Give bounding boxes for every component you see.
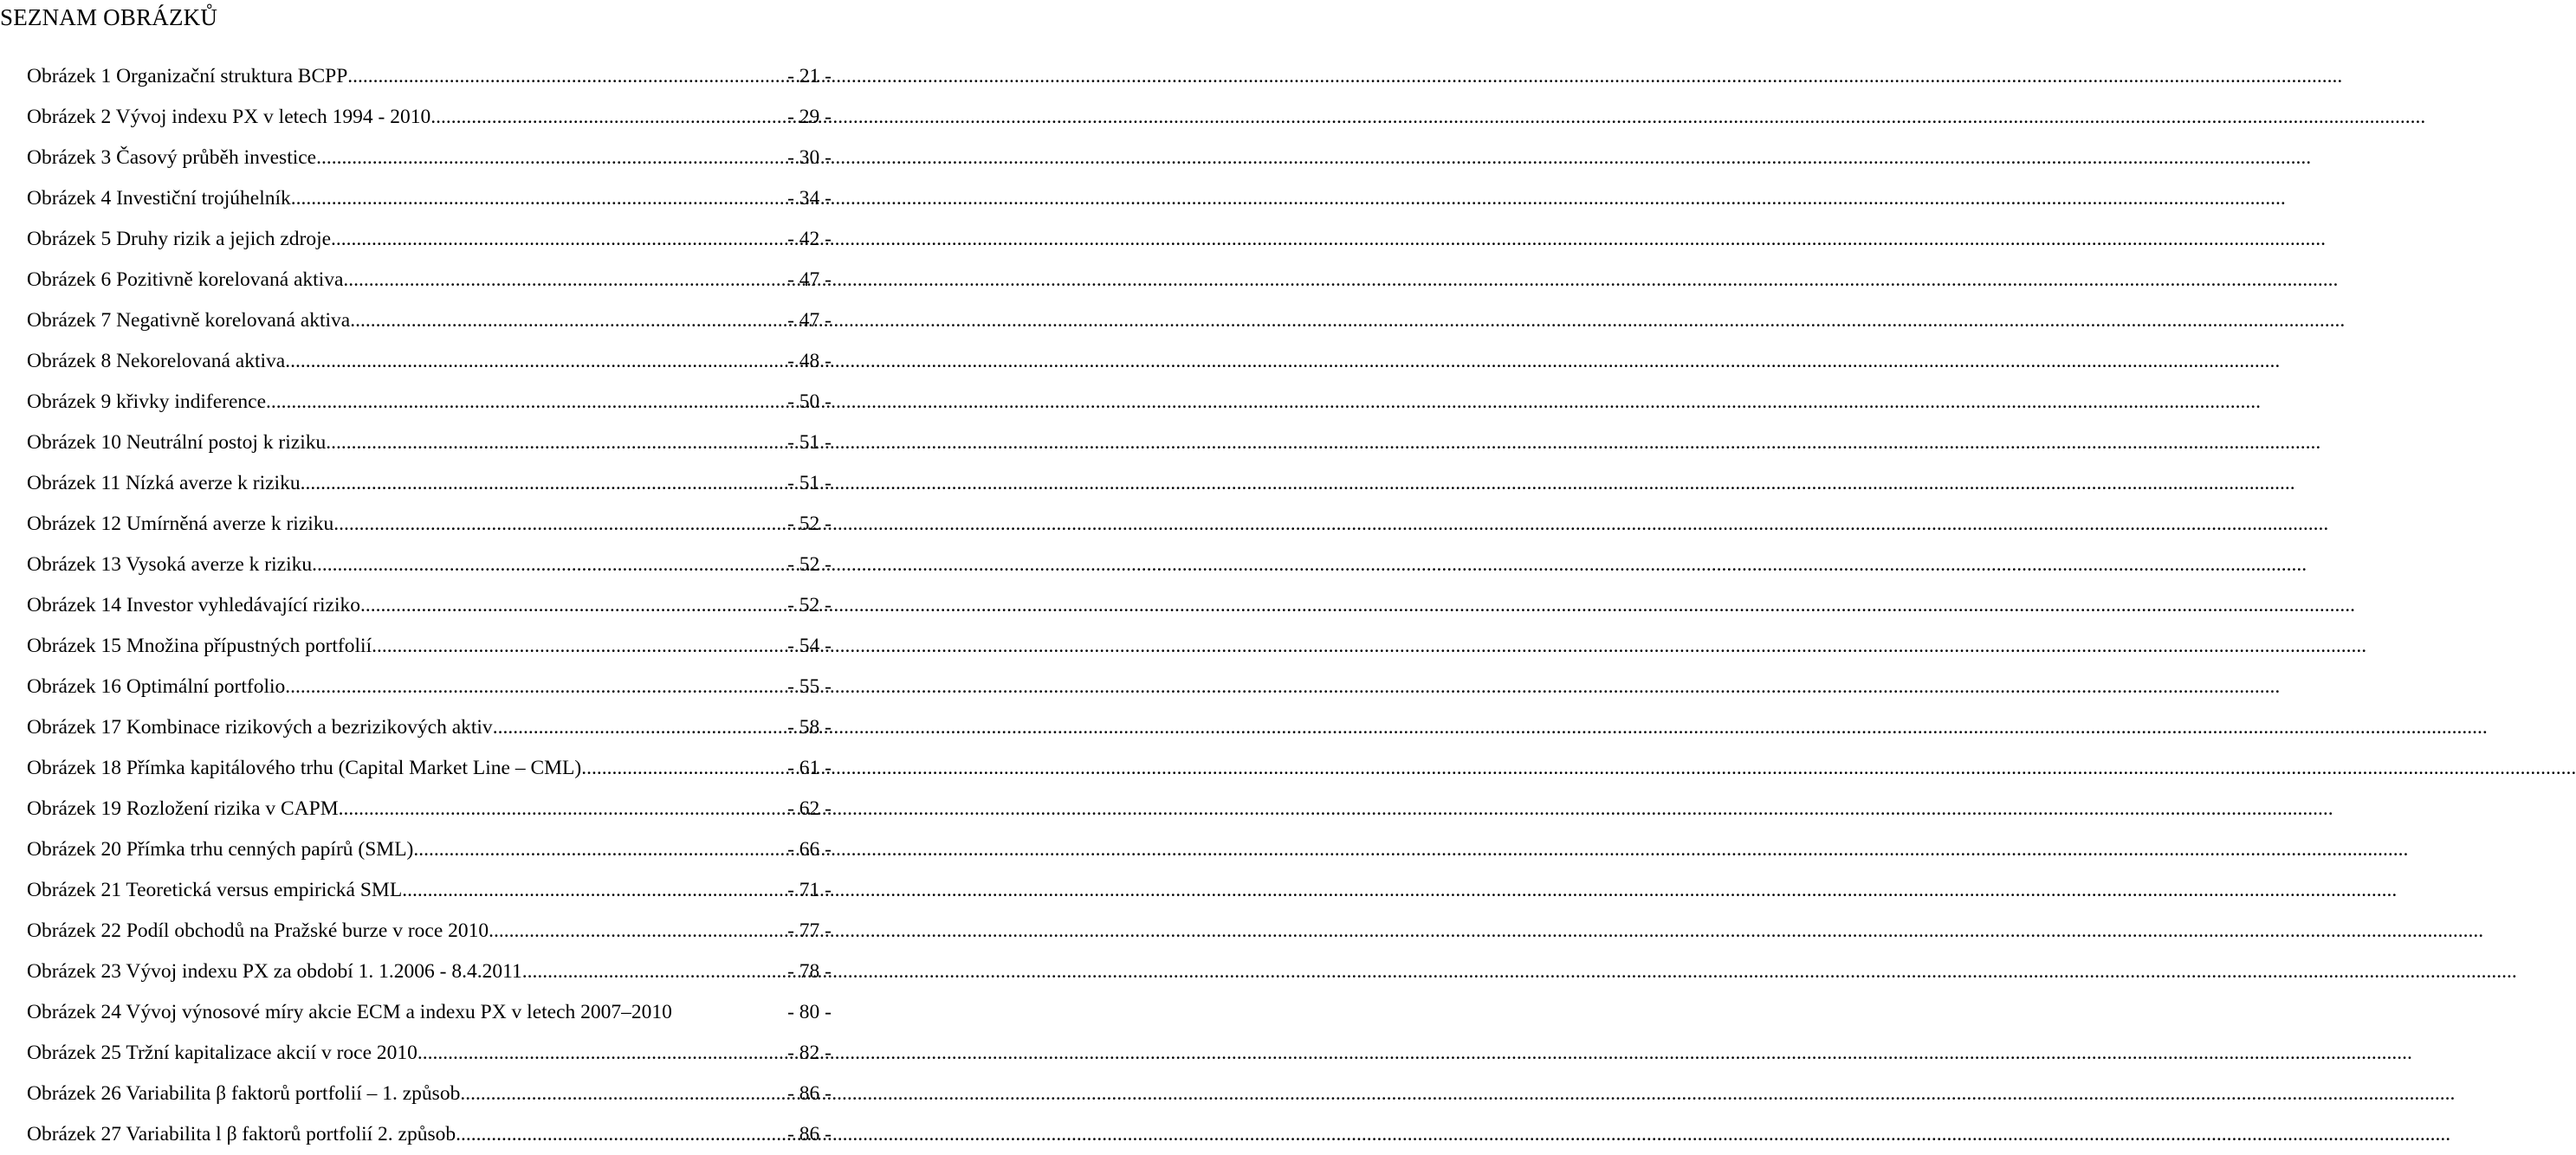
toc-entry-leader — [493, 707, 787, 748]
toc-entry[interactable] — [27, 870, 832, 911]
toc-entry-label: Obrázek 13 Vysoká averze k riziku — [27, 553, 313, 576]
toc-entry-page-number: - 82 - — [787, 1042, 832, 1064]
toc-entry-page-number: - 62 - — [787, 797, 832, 820]
toc-entry[interactable] — [27, 56, 832, 97]
toc-entry-leader — [430, 97, 787, 138]
toc-entry-label: Obrázek 16 Optimální portfolio — [27, 675, 286, 698]
toc-entry-page-number: - 52 - — [787, 553, 832, 576]
toc-entry-leader — [347, 56, 787, 97]
toc-entry[interactable] — [27, 178, 832, 219]
toc-entry-page-number: - 48 - — [787, 350, 832, 372]
toc-entry-label: Obrázek 5 Druhy rizik a jejich zdroje — [27, 228, 332, 250]
toc-entry-label: Obrázek 17 Kombinace rizikových a bezrizikových aktiv — [27, 716, 493, 739]
toc-entry-label: Obrázek 27 Variabilita l β faktorů portfolií 2. způsob — [27, 1123, 456, 1145]
toc-entry-page-number: - 55 - — [787, 675, 832, 698]
toc-entry-page-number: - 61 - — [787, 757, 832, 779]
toc-entry-leader — [326, 423, 787, 463]
toc-entry-page-number: - 50 - — [787, 390, 832, 413]
toc-entry-label: Obrázek 2 Vývoj indexu PX v letech 1994 - 2010 — [27, 106, 431, 128]
toc-entry[interactable] — [27, 138, 832, 178]
toc-entry-leader — [331, 219, 787, 260]
toc-entry-page-number: - 80 - — [787, 1001, 832, 1023]
toc-entry-label: Obrázek 23 Vývoj indexu PX za období 1. 1.2006 - 8.4.2011 — [27, 960, 522, 983]
toc-entry-page-number: - 66 - — [787, 838, 832, 861]
toc-entry-page-number: - 86 - — [787, 1082, 832, 1105]
toc-entry[interactable] — [27, 829, 832, 870]
toc-entry[interactable] — [27, 1033, 832, 1074]
toc-entry-label: Obrázek 9 křivky indiference — [27, 390, 266, 413]
toc-entry[interactable] — [27, 423, 832, 463]
toc-entry-label: Obrázek 18 Přímka kapitálového trhu (Capital Market Line – CML) — [27, 757, 582, 779]
toc-entry-label: Obrázek 25 Tržní kapitalizace akcií v roce 2010 — [27, 1042, 417, 1064]
list-of-figures — [27, 56, 832, 1155]
toc-entry-page-number: - 29 - — [787, 106, 832, 128]
toc-entry-page-number: - 77 - — [787, 919, 832, 942]
toc-entry-leader — [316, 138, 787, 178]
toc-entry-leader — [402, 870, 787, 911]
toc-entry-leader — [266, 382, 787, 423]
toc-entry-leader — [460, 1074, 787, 1114]
toc-entry[interactable] — [27, 748, 832, 789]
toc-entry-page-number: - 51 - — [787, 431, 832, 454]
toc-entry[interactable] — [27, 382, 832, 423]
toc-entry[interactable] — [27, 707, 832, 748]
toc-entry-label: Obrázek 6 Pozitivně korelovaná aktiva — [27, 268, 344, 291]
toc-entry-leader — [285, 341, 787, 382]
toc-entry-page-number: - 54 - — [787, 635, 832, 657]
toc-entry[interactable] — [27, 952, 832, 992]
toc-entry-label: Obrázek 7 Negativně korelovaná aktiva — [27, 309, 351, 332]
toc-entry-page-number: - 78 - — [787, 960, 832, 983]
toc-entry-label: Obrázek 15 Množina přípustných portfolií — [27, 635, 372, 657]
toc-entry-label: Obrázek 12 Umírněná averze k riziku — [27, 513, 334, 535]
toc-entry-leader — [372, 626, 787, 667]
toc-entry-label: Obrázek 8 Nekorelovaná aktiva — [27, 350, 286, 372]
toc-entry-leader — [522, 952, 787, 992]
toc-entry-label: Obrázek 4 Investiční trojúhelník — [27, 187, 291, 210]
toc-entry-label: Obrázek 14 Investor vyhledávající riziko — [27, 594, 360, 616]
toc-entry-label: Obrázek 11 Nízká averze k riziku — [27, 472, 301, 494]
toc-entry-page-number: - 47 - — [787, 309, 832, 332]
toc-entry-page-number: - 42 - — [787, 228, 832, 250]
toc-entry[interactable] — [27, 789, 832, 829]
toc-entry[interactable] — [27, 585, 832, 626]
toc-entry-leader — [312, 545, 787, 585]
toc-entry-label: Obrázek 22 Podíl obchodů na Pražské burze v roce 2010 — [27, 919, 489, 942]
toc-entry-label: Obrázek 10 Neutrální postoj k riziku — [27, 431, 327, 454]
toc-entry-leader — [581, 748, 787, 789]
toc-entry-leader — [456, 1114, 787, 1155]
toc-entry-page-number: - 34 - — [787, 187, 832, 210]
toc-entry-label: Obrázek 21 Teoretická versus empirická SML — [27, 879, 403, 901]
toc-entry[interactable] — [27, 219, 832, 260]
toc-entry[interactable] — [27, 626, 832, 667]
toc-entry[interactable] — [27, 97, 832, 138]
toc-entry[interactable] — [27, 463, 832, 504]
toc-entry-page-number: - 52 - — [787, 594, 832, 616]
toc-entry-leader — [343, 260, 787, 300]
toc-entry-leader — [339, 789, 788, 829]
toc-entry-page-number: - 86 - — [787, 1123, 832, 1145]
toc-entry[interactable] — [27, 667, 832, 707]
toc-entry[interactable] — [27, 992, 832, 1033]
toc-entry-leader — [413, 829, 787, 870]
toc-entry-leader — [417, 1033, 787, 1074]
toc-entry[interactable] — [27, 341, 832, 382]
toc-entry[interactable] — [27, 911, 832, 952]
page-title: SEZNAM OBRÁZKŮ — [0, 4, 218, 30]
toc-entry-label: Obrázek 3 Časový průběh investice — [27, 146, 317, 169]
toc-entry[interactable] — [27, 1114, 832, 1155]
toc-entry-label: Obrázek 1 Organizační struktura BCPP — [27, 65, 348, 87]
toc-entry-leader — [350, 300, 787, 341]
toc-entry-label: Obrázek 26 Variabilita β faktorů portfolií – 1. způsob — [27, 1082, 461, 1105]
toc-entry-page-number: - 58 - — [787, 716, 832, 739]
toc-entry[interactable] — [27, 300, 832, 341]
toc-entry-leader — [285, 667, 787, 707]
toc-entry[interactable] — [27, 504, 832, 545]
toc-entry[interactable] — [27, 260, 832, 300]
toc-entry-leader — [301, 463, 788, 504]
toc-entry-page-number: - 52 - — [787, 513, 832, 535]
toc-entry-label: Obrázek 24 Vývoj výnosové míry akcie ECM a indexu PX v letech 2007–2010 — [27, 1001, 672, 1023]
toc-entry-page-number: - 30 - — [787, 146, 832, 169]
toc-entry-leader — [291, 178, 787, 219]
toc-entry-leader — [489, 911, 787, 952]
toc-entry[interactable] — [27, 1074, 832, 1114]
toc-entry-page-number: - 71 - — [787, 879, 832, 901]
toc-entry-leader — [333, 504, 787, 545]
toc-entry-label: Obrázek 20 Přímka trhu cenných papírů (SML) — [27, 838, 414, 861]
toc-entry-page-number: - 47 - — [787, 268, 832, 291]
toc-entry-page-number: - 21 - — [787, 65, 832, 87]
toc-entry[interactable] — [27, 545, 832, 585]
toc-entry-label: Obrázek 19 Rozložení rizika v CAPM — [27, 797, 339, 820]
toc-entry-leader — [360, 585, 787, 626]
toc-entry-page-number: - 51 - — [787, 472, 832, 494]
